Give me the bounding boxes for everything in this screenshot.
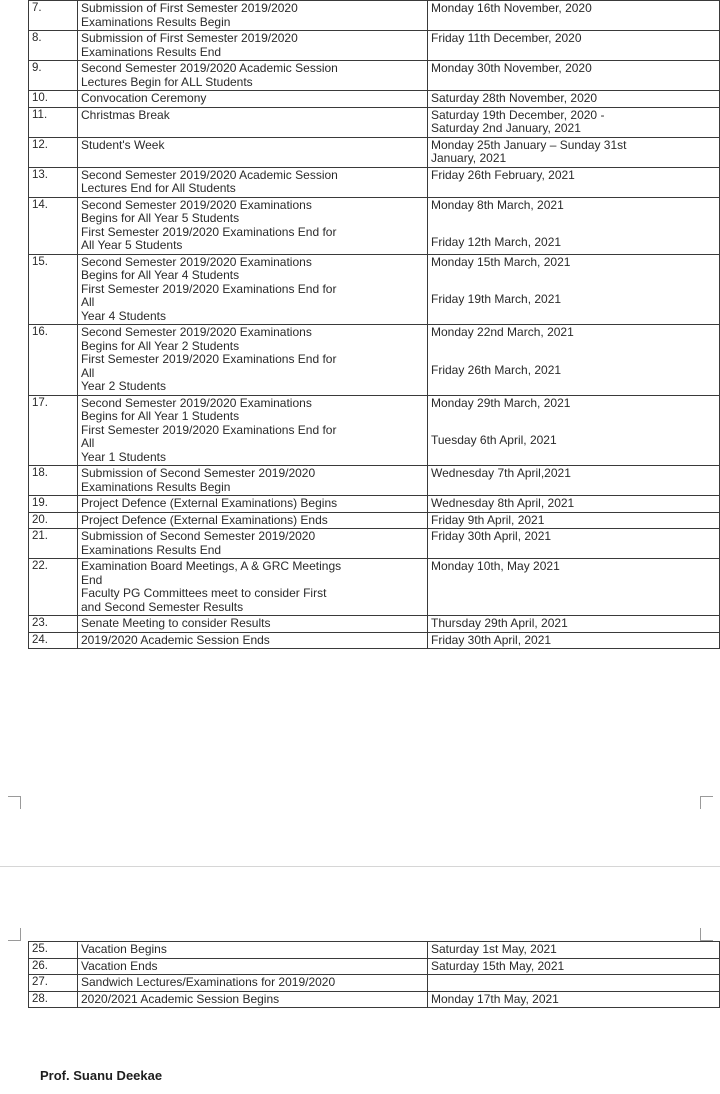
event-line: Student's Week xyxy=(81,137,165,152)
event-cell xyxy=(78,512,428,529)
date-cell xyxy=(428,167,720,197)
event-line: All xyxy=(81,295,95,309)
event-line: End xyxy=(81,572,103,587)
calendar-table-2 xyxy=(28,941,720,1008)
date-cell xyxy=(428,31,720,61)
event-line: Submission of First Semester 2019/2020 xyxy=(81,1,298,15)
date-cell xyxy=(428,137,720,167)
table-row xyxy=(29,958,720,975)
table-row xyxy=(29,61,720,91)
date-line: Monday 30th November, 2020 xyxy=(431,61,592,75)
row-number: 27. xyxy=(29,975,78,992)
date-line: Friday 26th March, 2021 xyxy=(431,362,562,377)
event-line: All Year 5 Students xyxy=(81,238,183,252)
date-line: Monday 17th May, 2021 xyxy=(431,991,559,1006)
row-number: 12. xyxy=(29,137,78,167)
event-cell xyxy=(78,325,428,396)
date-line: Monday 25th January – Sunday 31st xyxy=(431,137,627,152)
date-line: Friday 11th December, 2020 xyxy=(431,31,582,45)
date-line: Friday 30th April, 2021 xyxy=(431,632,552,647)
page-corner-mark xyxy=(700,796,713,809)
event-cell xyxy=(78,31,428,61)
date-cell xyxy=(428,616,720,633)
date-line: Saturday 2nd January, 2021 xyxy=(431,121,581,135)
event-cell xyxy=(78,197,428,254)
row-number: 26. xyxy=(29,958,78,975)
date-line: Friday 9th April, 2021 xyxy=(431,512,545,527)
date-line: Monday 8th March, 2021 xyxy=(431,197,564,212)
table-row xyxy=(29,91,720,108)
date-cell xyxy=(428,975,720,992)
table-row xyxy=(29,107,720,137)
date-line xyxy=(431,352,716,364)
date-line xyxy=(431,269,716,281)
event-line: Year 1 Students xyxy=(81,449,166,464)
calendar-table-1 xyxy=(28,0,720,649)
calendar-table-body xyxy=(29,1,720,649)
row-number: 20. xyxy=(29,512,78,529)
row-number: 9. xyxy=(29,61,78,91)
event-line: Vacation Ends xyxy=(81,958,158,973)
event-cell xyxy=(78,61,428,91)
date-cell xyxy=(428,107,720,137)
event-cell xyxy=(78,254,428,325)
calendar-page-1 xyxy=(28,0,712,649)
table-row xyxy=(29,466,720,496)
event-line: Christmas Break xyxy=(81,107,170,122)
event-line: Year 2 Students xyxy=(81,379,166,393)
row-number: 25. xyxy=(29,942,78,959)
date-line: Friday 26th February, 2021 xyxy=(431,167,575,182)
event-cell xyxy=(78,529,428,559)
signatory-name: Prof. Suanu Deekae xyxy=(40,1068,163,1083)
table-row xyxy=(29,529,720,559)
calendar-page-2 xyxy=(28,941,712,1008)
event-line: Begins for All Year 2 Students xyxy=(81,338,240,353)
row-number: 21. xyxy=(29,529,78,559)
event-line: Second Semester 2019/2020 Examinations xyxy=(81,197,312,212)
event-line: Sandwich Lectures/Examinations for 2019/2020 xyxy=(81,975,336,989)
table-row xyxy=(29,31,720,61)
date-cell xyxy=(428,395,720,466)
calendar-table-body xyxy=(29,942,720,1008)
table-row xyxy=(29,395,720,466)
date-cell xyxy=(428,958,720,975)
date-line xyxy=(431,340,716,352)
date-line: Wednesday 8th April, 2021 xyxy=(431,496,575,510)
event-line: All xyxy=(81,365,95,380)
date-line xyxy=(431,212,716,224)
date-line: Monday 16th November, 2020 xyxy=(431,1,592,15)
date-cell xyxy=(428,529,720,559)
row-number: 19. xyxy=(29,496,78,513)
row-number: 11. xyxy=(29,107,78,137)
event-line: All xyxy=(81,436,95,450)
event-line: Submission of Second Semester 2019/2020 xyxy=(81,466,316,480)
event-cell xyxy=(78,991,428,1008)
event-line: 2020/2021 Academic Session Begins xyxy=(81,991,280,1006)
date-cell xyxy=(428,466,720,496)
date-line xyxy=(431,976,716,988)
event-cell xyxy=(78,975,428,992)
date-cell xyxy=(428,61,720,91)
event-cell xyxy=(78,958,428,975)
date-cell xyxy=(428,559,720,616)
event-line: Second Semester 2019/2020 Academic Session xyxy=(81,61,338,75)
table-row xyxy=(29,1,720,31)
date-cell xyxy=(428,325,720,396)
row-number: 22. xyxy=(29,559,78,616)
table-row xyxy=(29,512,720,529)
table-row xyxy=(29,559,720,616)
table-row xyxy=(29,632,720,649)
event-line: Second Semester 2019/2020 Examinations xyxy=(81,325,312,339)
date-line: Thursday 29th April, 2021 xyxy=(431,616,568,630)
date-line: Saturday 15th May, 2021 xyxy=(431,958,565,973)
event-line: Vacation Begins xyxy=(81,942,167,956)
row-number: 28. xyxy=(29,991,78,1008)
page-corner-mark xyxy=(8,928,21,941)
row-number: 23. xyxy=(29,616,78,633)
event-line: First Semester 2019/2020 Examinations End for xyxy=(81,281,337,296)
date-line: Monday 22nd March, 2021 xyxy=(431,325,574,339)
event-cell xyxy=(78,559,428,616)
table-row xyxy=(29,254,720,325)
event-line: Examinations Results Begin xyxy=(81,479,231,494)
event-line: Second Semester 2019/2020 Academic Session xyxy=(81,167,338,182)
event-line: First Semester 2019/2020 Examinations End for xyxy=(81,352,337,366)
event-cell xyxy=(78,466,428,496)
row-number: 8. xyxy=(29,31,78,61)
date-line xyxy=(431,410,716,422)
event-line: Second Semester 2019/2020 Examinations xyxy=(81,395,312,410)
table-row xyxy=(29,991,720,1008)
event-line: Examinations Results End xyxy=(81,44,222,59)
table-row xyxy=(29,167,720,197)
date-line: Tuesday 6th April, 2021 xyxy=(431,433,557,447)
date-cell xyxy=(428,632,720,649)
event-line: Submission of First Semester 2019/2020 xyxy=(81,31,298,45)
date-line: Friday 19th March, 2021 xyxy=(431,292,562,306)
event-line: Second Semester 2019/2020 Examinations xyxy=(81,254,312,269)
row-number: 15. xyxy=(29,254,78,325)
event-cell xyxy=(78,1,428,31)
event-line: Project Defence (External Examinations) Begins xyxy=(81,496,338,510)
row-number: 16. xyxy=(29,325,78,396)
table-row xyxy=(29,137,720,167)
event-line: Faculty PG Committees meet to consider First xyxy=(81,586,327,600)
date-cell xyxy=(428,1,720,31)
date-line: Saturday 19th December, 2020 - xyxy=(431,107,605,122)
date-cell xyxy=(428,197,720,254)
event-line: and Second Semester Results xyxy=(81,599,244,614)
date-cell xyxy=(428,91,720,108)
date-cell xyxy=(428,991,720,1008)
event-line: 2019/2020 Academic Session Ends xyxy=(81,632,270,647)
event-line: Lectures Begin for ALL Students xyxy=(81,74,253,89)
date-line: Wednesday 7th April,2021 xyxy=(431,466,571,480)
event-cell xyxy=(78,632,428,649)
event-line: Examinations Results End xyxy=(81,542,222,557)
table-row xyxy=(29,496,720,513)
date-line: Friday 12th March, 2021 xyxy=(431,235,562,249)
page-break xyxy=(0,866,720,867)
date-line: Friday 30th April, 2021 xyxy=(431,529,552,543)
event-line: Project Defence (External Examinations) Ends xyxy=(81,512,328,527)
date-line: Monday 10th, May 2021 xyxy=(431,559,560,573)
table-row xyxy=(29,942,720,959)
date-cell xyxy=(428,942,720,959)
row-number: 7. xyxy=(29,1,78,31)
event-line: Senate Meeting to consider Results xyxy=(81,616,271,630)
row-number: 10. xyxy=(29,91,78,108)
date-line: January, 2021 xyxy=(431,151,507,165)
page-corner-mark xyxy=(700,928,713,941)
event-cell xyxy=(78,942,428,959)
table-row xyxy=(29,975,720,992)
date-line: Monday 29th March, 2021 xyxy=(431,395,571,410)
row-number: 13. xyxy=(29,167,78,197)
event-cell xyxy=(78,107,428,137)
event-line: Begins for All Year 1 Students xyxy=(81,409,240,423)
event-cell xyxy=(78,616,428,633)
event-line: Begins for All Year 5 Students xyxy=(81,211,240,225)
event-line: Year 4 Students xyxy=(81,308,166,323)
event-line: Begins for All Year 4 Students xyxy=(81,268,240,282)
event-line: Convocation Ceremony xyxy=(81,91,207,105)
row-number: 18. xyxy=(29,466,78,496)
row-number: 17. xyxy=(29,395,78,466)
event-line: Lectures End for All Students xyxy=(81,181,236,195)
event-line: Submission of Second Semester 2019/2020 xyxy=(81,529,316,543)
event-cell xyxy=(78,496,428,513)
row-number: 24. xyxy=(29,632,78,649)
date-line: Saturday 28th November, 2020 xyxy=(431,91,598,105)
event-cell xyxy=(78,167,428,197)
event-line: First Semester 2019/2020 Examinations End for xyxy=(81,422,337,437)
page-corner-mark xyxy=(8,796,21,809)
date-line: Saturday 1st May, 2021 xyxy=(431,942,557,956)
event-line: First Semester 2019/2020 Examinations End for xyxy=(81,224,337,239)
event-cell xyxy=(78,137,428,167)
table-row xyxy=(29,616,720,633)
table-row xyxy=(29,325,720,396)
row-number: 14. xyxy=(29,197,78,254)
event-line: Examinations Results Begin xyxy=(81,14,231,29)
event-cell xyxy=(78,395,428,466)
date-line: Monday 15th March, 2021 xyxy=(431,254,571,269)
date-cell xyxy=(428,512,720,529)
table-row xyxy=(29,197,720,254)
event-cell xyxy=(78,91,428,108)
date-cell xyxy=(428,496,720,513)
date-cell xyxy=(428,254,720,325)
event-line: Examination Board Meetings, A & GRC Meetings xyxy=(81,559,342,573)
